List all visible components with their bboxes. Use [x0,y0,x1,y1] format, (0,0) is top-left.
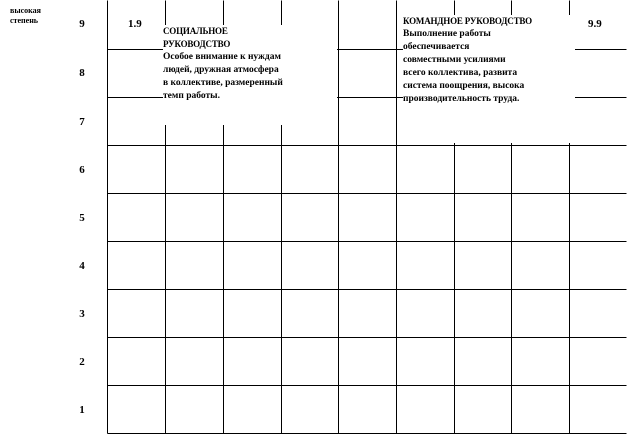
team-management-text-line6: производительность труда. [403,94,520,104]
row-number-1: 1 [79,404,85,416]
row-number-7: 7 [79,116,85,128]
row-number-3: 3 [79,308,85,320]
social-management-box [163,25,337,125]
team-management-text-line5: система поощрения, высока [403,81,525,91]
y-axis-label [10,6,60,26]
y-axis-label-line1: высокая [10,6,41,15]
social-management-text-line3: в коллективе, размеренный [163,78,283,88]
team-management-text-line2: обеспечивается [403,42,470,52]
social-management-text-line2: людей, дружная атмосфера [163,65,279,75]
team-management-text-line4: всего коллектива, развита [403,68,518,78]
team-management-title: КОМАНДНОЕ РУКОВОДСТВО [403,16,532,26]
social-management-text-line1: Особое внимание к нуждам [163,52,281,62]
row-number-8: 8 [79,67,85,79]
row-number-4: 4 [79,260,85,272]
cell-code-1-9: 1.9 [128,18,142,30]
row-number-2: 2 [79,356,85,368]
row-number-5: 5 [79,212,85,224]
team-management-text-line1: Выполнение работы [403,29,491,39]
team-management-text-line3: совместными усилиями [403,55,506,65]
social-management-text-line4: темп работы. [163,91,220,101]
y-axis-label-line2: степень [10,16,39,25]
social-management-title-line2: РУКОВОДСТВО [163,39,231,49]
team-management-box [403,15,575,143]
row-number-6: 6 [79,164,85,176]
row-number-9: 9 [79,18,85,30]
cell-code-9-9: 9.9 [588,18,602,30]
social-management-title-line1: СОЦИАЛЬНОЕ [163,26,228,36]
